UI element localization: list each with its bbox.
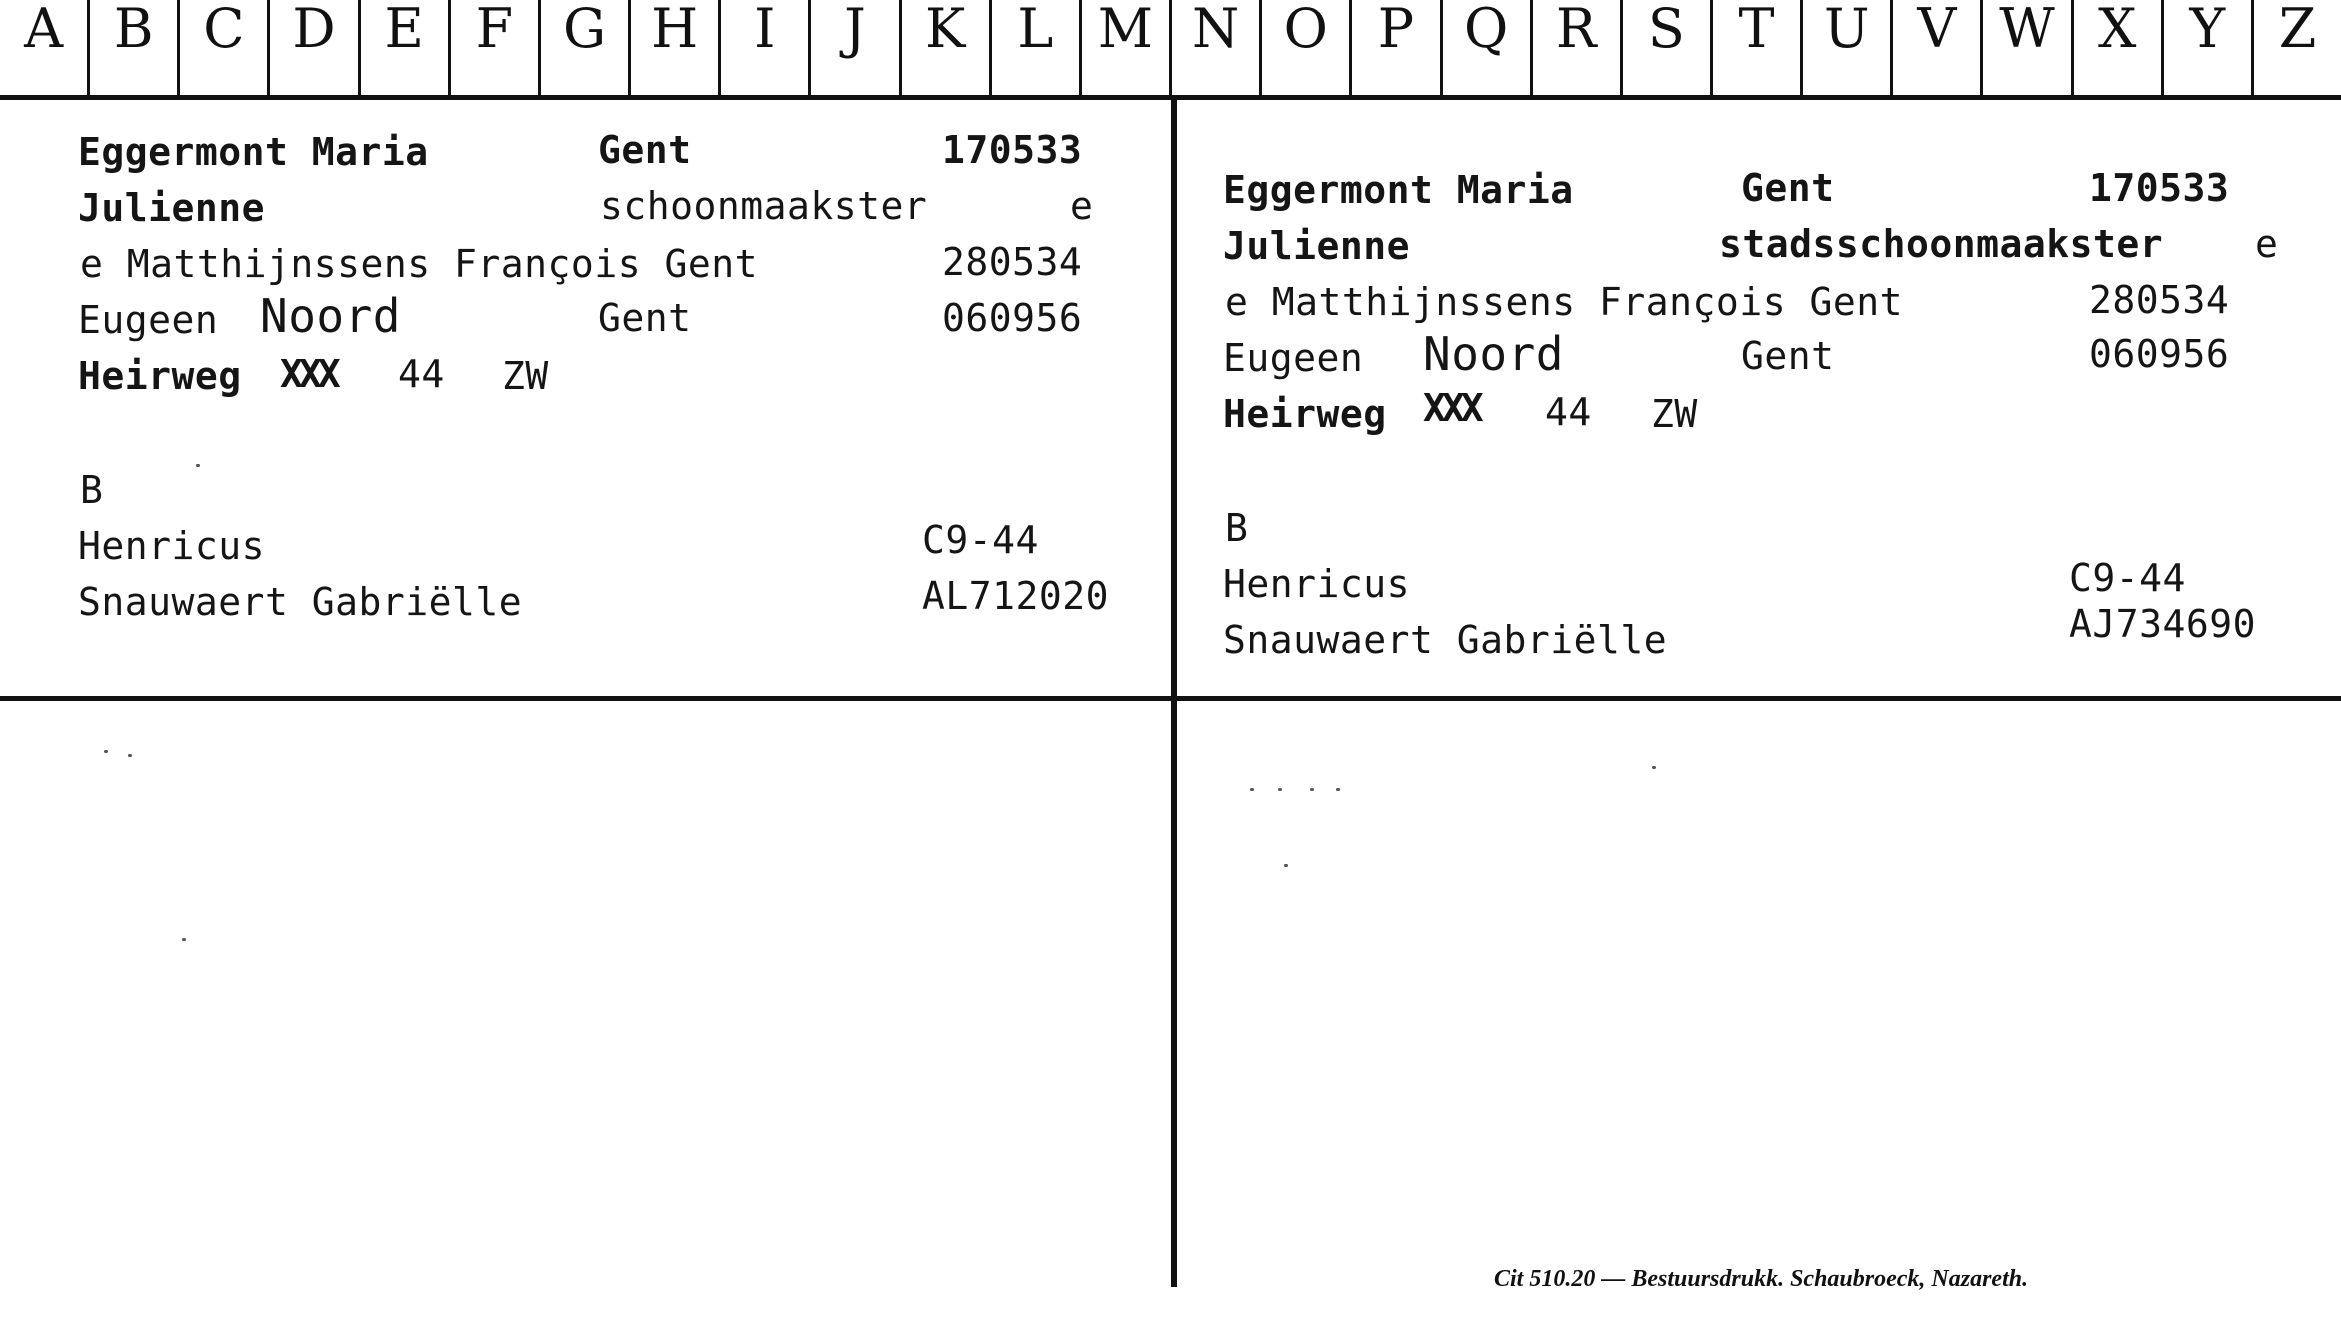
first-name: Julienne — [78, 186, 266, 230]
house-number: 44 — [1545, 390, 1592, 434]
right-index-card — [1179, 100, 2341, 700]
alphabet-letter-c: C — [180, 0, 270, 95]
place-gent-2: Gent — [598, 296, 692, 340]
alphabet-letter-e: E — [361, 0, 451, 95]
spouse-first-name: Eugeen — [1223, 336, 1364, 380]
occupation: stadsschoonmaakster — [1719, 222, 2164, 266]
district-noord: Noord — [1423, 327, 1564, 381]
alphabet-letter-h: H — [631, 0, 721, 95]
b-mark: B — [1225, 506, 1249, 550]
alphabet-letter-d: D — [270, 0, 360, 95]
alphabet-letter-j: J — [811, 0, 901, 95]
alphabet-letter-q: Q — [1443, 0, 1533, 95]
mother-code: AL712020 — [922, 574, 1110, 618]
section-code: ZW — [502, 354, 549, 398]
left-index-card — [0, 100, 1173, 700]
mother-code: AJ734690 — [2069, 602, 2257, 646]
alphabet-letter-p: P — [1352, 0, 1442, 95]
b-mark: B — [80, 468, 104, 512]
mother-name: Snauwaert Gabriëlle — [78, 580, 523, 624]
alphabet-letter-u: U — [1803, 0, 1893, 95]
marriage-date: 280534 — [2089, 278, 2230, 322]
date-2: 060956 — [2089, 332, 2230, 376]
struck-out-text: XXX — [1423, 386, 1480, 430]
speck — [1652, 766, 1656, 769]
alphabet-letter-o: O — [1262, 0, 1352, 95]
spouse-first-name: Eugeen — [78, 298, 219, 342]
street-name: Heirweg — [1223, 392, 1387, 436]
occupation: schoonmaakster — [600, 184, 928, 228]
speck — [128, 754, 132, 757]
alphabet-index-strip — [0, 0, 2341, 100]
father-name: Henricus — [1223, 562, 1411, 606]
date-2: 060956 — [942, 296, 1083, 340]
printer-footer: Cit 510.20 — Bestuursdrukk. Schaubroeck, Nazareth. — [1494, 1266, 2029, 1292]
alphabet-letter-t: T — [1713, 0, 1803, 95]
speck — [1336, 788, 1340, 791]
name-line-1: Eggermont Maria — [1223, 168, 1574, 212]
father-code: C9-44 — [2069, 556, 2186, 600]
alphabet-letter-r: R — [1533, 0, 1623, 95]
speck — [182, 938, 186, 941]
alphabet-letter-n: N — [1172, 0, 1262, 95]
alphabet-letter-k: K — [902, 0, 992, 95]
place-gent: Gent — [1741, 166, 1835, 210]
district-noord: Noord — [260, 289, 401, 343]
father-name: Henricus — [78, 524, 266, 568]
speck — [104, 750, 108, 753]
place-gent: Gent — [598, 128, 692, 172]
marriage-date: 280534 — [942, 240, 1083, 284]
birth-date: 170533 — [942, 128, 1083, 172]
spouse-line: e Matthijnssens François Gent — [80, 242, 758, 286]
alphabet-letter-f: F — [451, 0, 541, 95]
place-gent-2: Gent — [1741, 334, 1835, 378]
alphabet-letter-l: L — [992, 0, 1082, 95]
alphabet-letter-s: S — [1623, 0, 1713, 95]
father-code: C9-44 — [922, 518, 1039, 562]
spouse-line: e Matthijnssens François Gent — [1225, 280, 1903, 324]
speck — [1278, 788, 1282, 791]
alphabet-letter-i: I — [721, 0, 811, 95]
speck — [1310, 788, 1314, 791]
house-number: 44 — [398, 352, 445, 396]
alphabet-letter-y: Y — [2164, 0, 2254, 95]
first-name: Julienne — [1223, 224, 1411, 268]
alphabet-letter-g: G — [541, 0, 631, 95]
section-code: ZW — [1651, 392, 1698, 436]
mother-name: Snauwaert Gabriëlle — [1223, 618, 1668, 662]
speck — [1250, 788, 1254, 791]
occupation-suffix: e — [1070, 184, 1094, 228]
alphabet-letter-z: Z — [2278, 0, 2317, 60]
struck-out-text: XXX — [280, 352, 337, 396]
alphabet-letter-x: X — [2074, 0, 2164, 95]
alphabet-letter-a: A — [0, 0, 90, 95]
alphabet-letter-b: B — [90, 0, 180, 95]
birth-date: 170533 — [2089, 166, 2230, 210]
speck — [1284, 864, 1288, 867]
alphabet-letter-m: M — [1082, 0, 1172, 95]
occupation-suffix: e — [2255, 222, 2279, 266]
alphabet-letter-w: W — [1983, 0, 2073, 95]
alphabet-letter-v: V — [1893, 0, 1983, 95]
street-name: Heirweg — [78, 354, 242, 398]
name-line-1: Eggermont Maria — [78, 130, 429, 174]
speck — [196, 464, 200, 467]
